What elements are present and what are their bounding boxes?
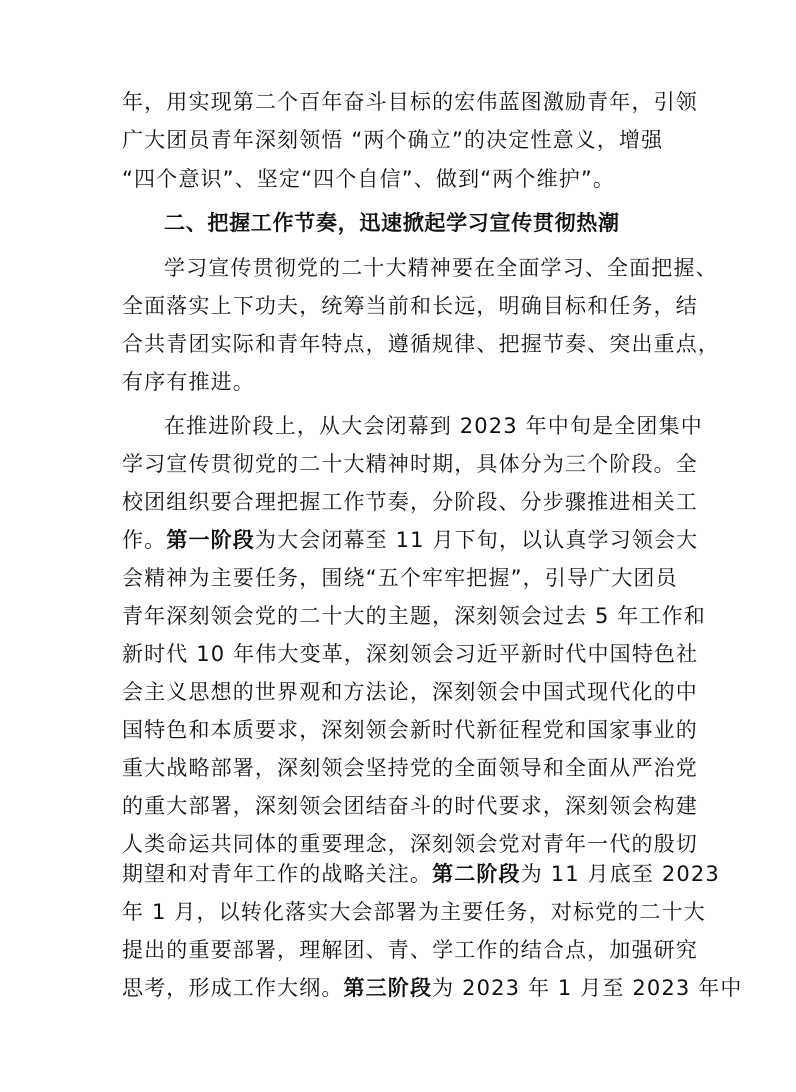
- body-text-line: 学习宣传贯彻党的二十大精神要在全面学习、全面把握、: [164, 256, 718, 280]
- body-text-line: 校团组织要合理把握工作节奏，分阶段、分步骤推进相关工: [122, 490, 698, 514]
- body-text-line: 年，用实现第二个百年奋斗目标的宏伟蓝图激励青年，引领: [122, 90, 698, 114]
- body-text-line: 在推进阶段上，从大会闭幕到 2023 年中旬是全团集中: [164, 414, 703, 438]
- body-text-line: 合共青团实际和青年特点，遵循规律、把握节奏、突出重点，: [122, 332, 721, 356]
- body-text-line: 会精神为主要任务，围绕“五个牢牢把握”，引导广大团员: [122, 566, 678, 590]
- body-text-line: 广大团员青年深刻领悟 “两个确立”的决定性意义，增强: [122, 128, 664, 152]
- body-text-line: 全面落实上下功夫，统筹当前和长远，明确目标和任务，结: [122, 294, 698, 318]
- body-text-line: [122, 969, 743, 1007]
- body-text-line: 会主义思想的世界观和方法论，深刻领会中国式现代化的中: [122, 680, 698, 704]
- section-heading: 二、把握工作节奏，迅速掀起学习宣传贯彻热潮: [164, 211, 620, 235]
- body-text-line: [122, 521, 699, 559]
- text-run: 为 11 月底至 2023: [520, 862, 720, 886]
- stage-three-label: 第三阶段: [343, 976, 433, 1000]
- body-text-line: 重大战略部署，深刻领会坚持党的全面领导和全面从严治党: [122, 756, 698, 780]
- body-text-line: “四个意识”、坚定“四个自信”、做到“两个维护”。: [122, 167, 616, 191]
- text-run: 为大会闭幕至 11 月下旬，以认真学习领会大: [254, 528, 699, 552]
- body-text-line: 年 1 月，以转化落实大会部署为主要任务，对标党的二十大: [122, 900, 706, 924]
- text-run: 思考，形成工作大纲。: [122, 976, 344, 1000]
- body-text-line: 的重大部署，深刻领会团结奋斗的时代要求，深刻领会构建: [122, 794, 698, 818]
- body-text-line: [122, 855, 720, 893]
- text-run: 作。: [122, 528, 167, 552]
- body-text-line: 国特色和本质要求，深刻领会新时代新征程党和国家事业的: [122, 718, 698, 742]
- body-text-line: 有序有推进。: [122, 370, 255, 394]
- body-text-line: 学习宣传贯彻党的二十大精神时期，具体分为三个阶段。全: [122, 452, 698, 476]
- stage-one-label: 第一阶段: [166, 528, 255, 552]
- body-text-line: 青年深刻领会党的二十大的主题，深刻领会过去 5 年工作和: [122, 604, 706, 628]
- text-run: 为 2023 年 1 月至 2023 年中: [432, 976, 743, 1000]
- body-text-line: 新时代 10 年伟大变革，深刻领会习近平新时代中国特色社: [122, 642, 699, 666]
- text-run: 期望和对青年工作的战略关注。: [122, 862, 433, 886]
- body-text-line: 人类命运共同体的重要理念，深刻领会党对青年一代的殷切: [122, 832, 698, 856]
- stage-two-label: 第二阶段: [432, 862, 521, 886]
- body-text-line: 提出的重要部署，理解团、青、学工作的结合点，加强研究: [122, 938, 698, 962]
